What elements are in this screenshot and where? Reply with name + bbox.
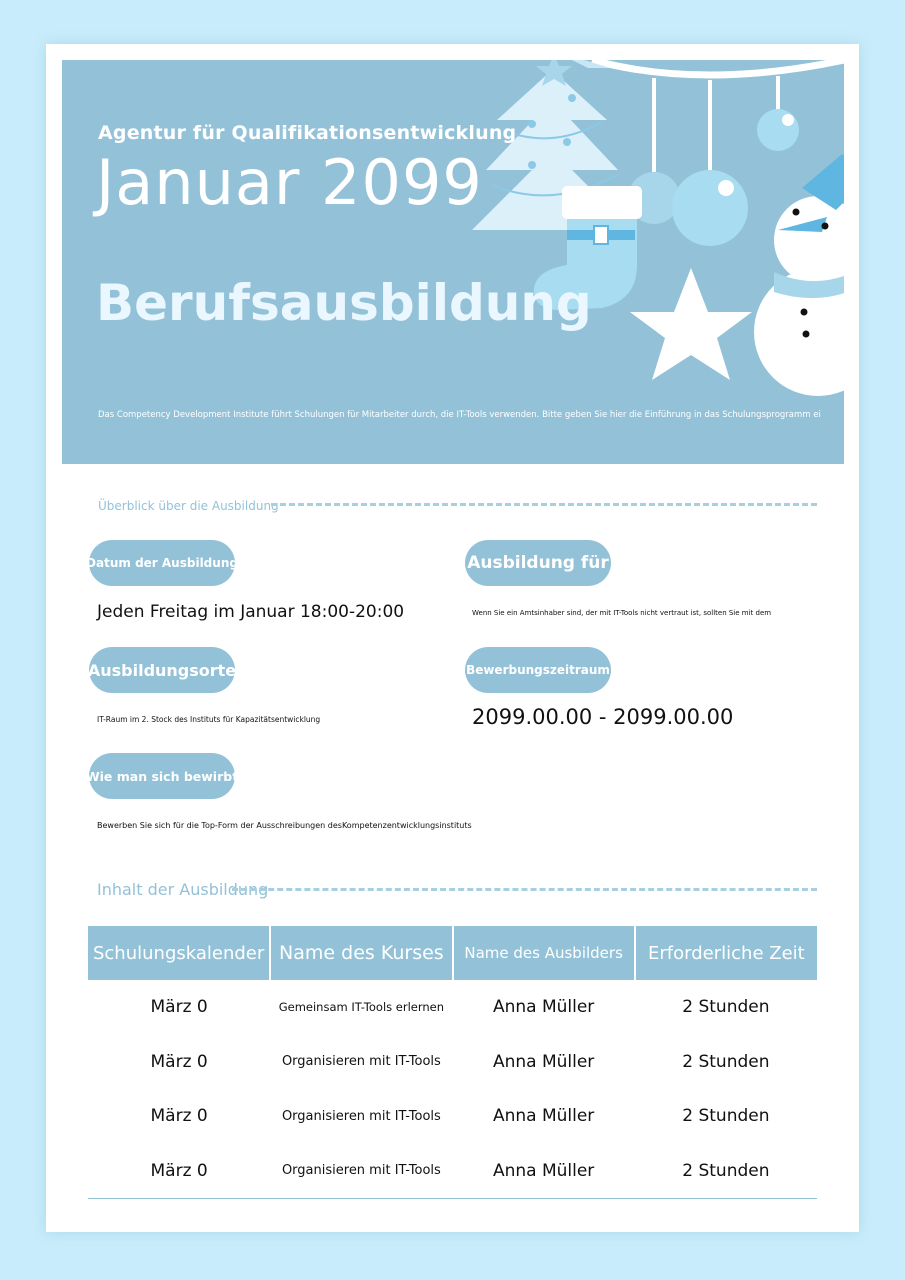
date-label: Datum der Ausbildung [89, 540, 235, 586]
header-banner [62, 60, 844, 464]
column-header-calendar: Schulungskalender [88, 926, 270, 980]
audience-label: Ausbildung für [465, 540, 611, 586]
cell-time: 2 Stunden [635, 1144, 817, 1199]
cell-date: März 0 [150, 997, 208, 1018]
cell-date: März 0 [150, 1051, 208, 1072]
column-header-trainer: Name des Ausbilders [453, 926, 635, 980]
star-icon [630, 268, 752, 380]
period-label: Bewerbungszeitraum [465, 647, 611, 693]
content-title: Inhalt der Ausbildung [97, 880, 269, 899]
cell-time: 2 Stunden [682, 997, 770, 1018]
apply-value: Bewerben Sie sich für die Top-Form der Ausschreibungen desKompetenzentwicklungsinstituts [97, 821, 472, 830]
ornament-icon [672, 170, 748, 246]
ornament-icon [757, 109, 799, 151]
audience-value: Wenn Sie ein Amtsinhaber sind, der mit IT-Tools nicht vertraut ist, sollten Sie mit dem [472, 609, 772, 617]
page-title: Berufsausbildung [96, 274, 592, 332]
overview-title: Überblick über die Ausbildung [98, 499, 279, 513]
places-value: IT-Raum im 2. Stock des Instituts für Kapazitätsentwicklung [97, 715, 321, 724]
content-divider [232, 888, 817, 891]
places-label: Ausbildungsorte [89, 647, 235, 693]
cell-course: Gemeinsam IT-Tools erlernen [278, 1000, 445, 1015]
garland-icon [592, 60, 844, 75]
cell-time: 2 Stunden [682, 1106, 770, 1127]
table-header-row [88, 926, 817, 980]
cell-trainer: Anna Müller [492, 1106, 595, 1127]
apply-label: Wie man sich bewirbt [89, 753, 235, 799]
column-header-course: Name des Kurses [270, 926, 452, 980]
cell-course: Organisieren mit IT-Tools [281, 1108, 441, 1124]
cell-trainer: Anna Müller [492, 1051, 595, 1072]
table-row [88, 980, 817, 1035]
agency-name: Agentur für Qualifikationsentwicklung [98, 122, 517, 144]
snowman-icon [754, 154, 844, 396]
course-table [88, 926, 817, 1199]
table-row [88, 1144, 817, 1199]
table-row [88, 1089, 817, 1144]
cell-date: März 0 [88, 1144, 270, 1199]
cell-time: 2 Stunden [682, 1051, 770, 1072]
cell-date: März 0 [150, 1106, 208, 1127]
cell-trainer: Anna Müller [453, 1144, 635, 1199]
date-value: Jeden Freitag im Januar 18:00-20:00 [97, 602, 405, 622]
period-value: 2099.00.00 - 2099.00.00 [472, 705, 734, 729]
table-row [88, 1035, 817, 1090]
cell-course: Organisieren mit IT-Tools [281, 1054, 441, 1070]
intro-text: Das Competency Development Institute führt Schulungen für Mitarbeiter durch, die IT-Tools verwenden. Bitte geben Sie hier die Einführung in das Schulungsprogramm ei [98, 410, 821, 420]
overview-divider [271, 503, 817, 506]
flyer-page [46, 44, 859, 1232]
winter-decoration [62, 60, 844, 464]
cell-course: Organisieren mit IT-Tools [270, 1144, 452, 1199]
month-title: Januar 2099 [96, 146, 483, 219]
column-header-time: Erforderliche Zeit [635, 926, 817, 980]
cell-trainer: Anna Müller [492, 997, 595, 1018]
